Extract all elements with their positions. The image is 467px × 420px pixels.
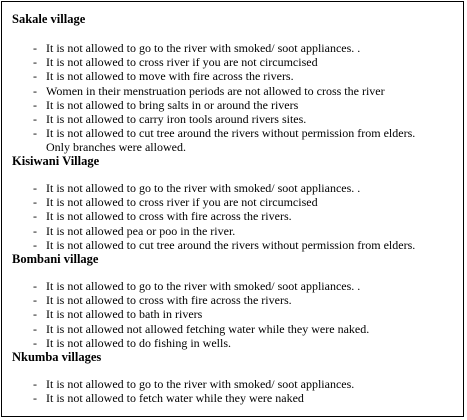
- rule-text: It is not allowed to cut tree around the rivers without permission from elders. Only branches were allowed.: [46, 126, 416, 155]
- section-title: Sakale village: [12, 12, 86, 26]
- list-item: [12, 336, 457, 350]
- bullet-dash: -: [33, 237, 37, 252]
- section-title: Bombani village: [12, 252, 99, 266]
- list-item: [12, 322, 457, 336]
- rule-text: It is not allowed to go to the river with smoked/ soot appliances.: [46, 377, 355, 391]
- list-item: [12, 279, 457, 293]
- bullet-dash: -: [33, 307, 37, 322]
- rule-list: [12, 279, 457, 350]
- rule-text: It is not allowed not allowed fetching water while they were naked.: [46, 321, 370, 336]
- section-title: Nkumba villages: [12, 350, 102, 364]
- rule-text: It is not allowed to bring salts in or around the rivers: [46, 97, 299, 112]
- rule-text: It is not allowed to move with fire across the rivers.: [46, 69, 294, 84]
- rule-text: It is not allowed to cross with fire across the rivers.: [46, 209, 292, 224]
- list-item: [12, 98, 457, 112]
- list-item: [12, 307, 457, 321]
- rule-text: It is not allowed to cross river if you are not circumcised: [46, 195, 318, 210]
- rule-text: Women in their menstruation periods are not allowed to cross the river: [46, 83, 385, 98]
- list-item: [12, 69, 457, 83]
- list-item: [12, 41, 457, 55]
- bullet-dash: -: [33, 126, 37, 141]
- list-item: [12, 238, 457, 252]
- rule-text: It is not allowed to go to the river with smoked/ soot appliances. .: [46, 41, 361, 55]
- rule-text: It is not allowed to cross river if you are not circumcised: [46, 55, 318, 70]
- bullet-dash: -: [33, 335, 37, 350]
- bullet-dash: -: [33, 293, 37, 308]
- bullet-dash: -: [33, 195, 37, 210]
- section-title: Kisiwani Village: [12, 154, 100, 168]
- list-item: [12, 112, 457, 126]
- bullet-dash: -: [33, 377, 37, 391]
- section-bombani: [12, 252, 457, 350]
- list-item: [12, 209, 457, 223]
- list-item: [12, 224, 457, 238]
- list-item: [12, 293, 457, 307]
- rule-text: It is not allowed to go to the river with smoked/ soot appliances. .: [46, 279, 361, 293]
- bullet-dash: -: [33, 69, 37, 84]
- bullet-dash: -: [33, 391, 37, 406]
- rule-text: It is not allowed to go to the river with smoked/ soot appliances. .: [46, 181, 361, 195]
- rule-text: It is not allowed to cut tree around the rivers without permission from elders.: [46, 237, 416, 252]
- bullet-dash: -: [33, 181, 37, 195]
- list-item: [12, 126, 457, 154]
- bullet-dash: -: [33, 209, 37, 224]
- list-item: [12, 181, 457, 195]
- bullet-dash: -: [33, 55, 37, 70]
- bullet-dash: -: [33, 321, 37, 336]
- rule-text: It is not allowed to carry iron tools around rivers sites.: [46, 112, 307, 127]
- rule-list: [12, 41, 457, 155]
- rule-text: It is not allowed to bath in rivers: [46, 307, 203, 322]
- section-nkumba: [12, 350, 457, 405]
- bullet-dash: -: [33, 223, 37, 238]
- list-item: [12, 195, 457, 209]
- rule-text: It is not allowed to cross with fire across the rivers.: [46, 293, 292, 308]
- rule-text: It is not allowed pea or poo in the river.: [46, 223, 236, 238]
- rule-text: It is not allowed to do fishing in wells.: [46, 335, 231, 350]
- list-item: [12, 391, 457, 405]
- bullet-dash: -: [33, 97, 37, 112]
- rule-list: [12, 181, 457, 252]
- bullet-dash: -: [33, 41, 37, 55]
- section-sakale: [12, 12, 457, 155]
- list-item: [12, 55, 457, 69]
- rule-list: [12, 377, 457, 405]
- list-item: [12, 84, 457, 98]
- bullet-dash: -: [33, 83, 37, 98]
- document-box: [1, 1, 464, 417]
- bullet-dash: -: [33, 112, 37, 127]
- rule-text: It is not allowed to fetch water while they were naked: [46, 391, 304, 406]
- list-item: [12, 377, 457, 391]
- section-kisiwani: [12, 154, 457, 252]
- bullet-dash: -: [33, 279, 37, 293]
